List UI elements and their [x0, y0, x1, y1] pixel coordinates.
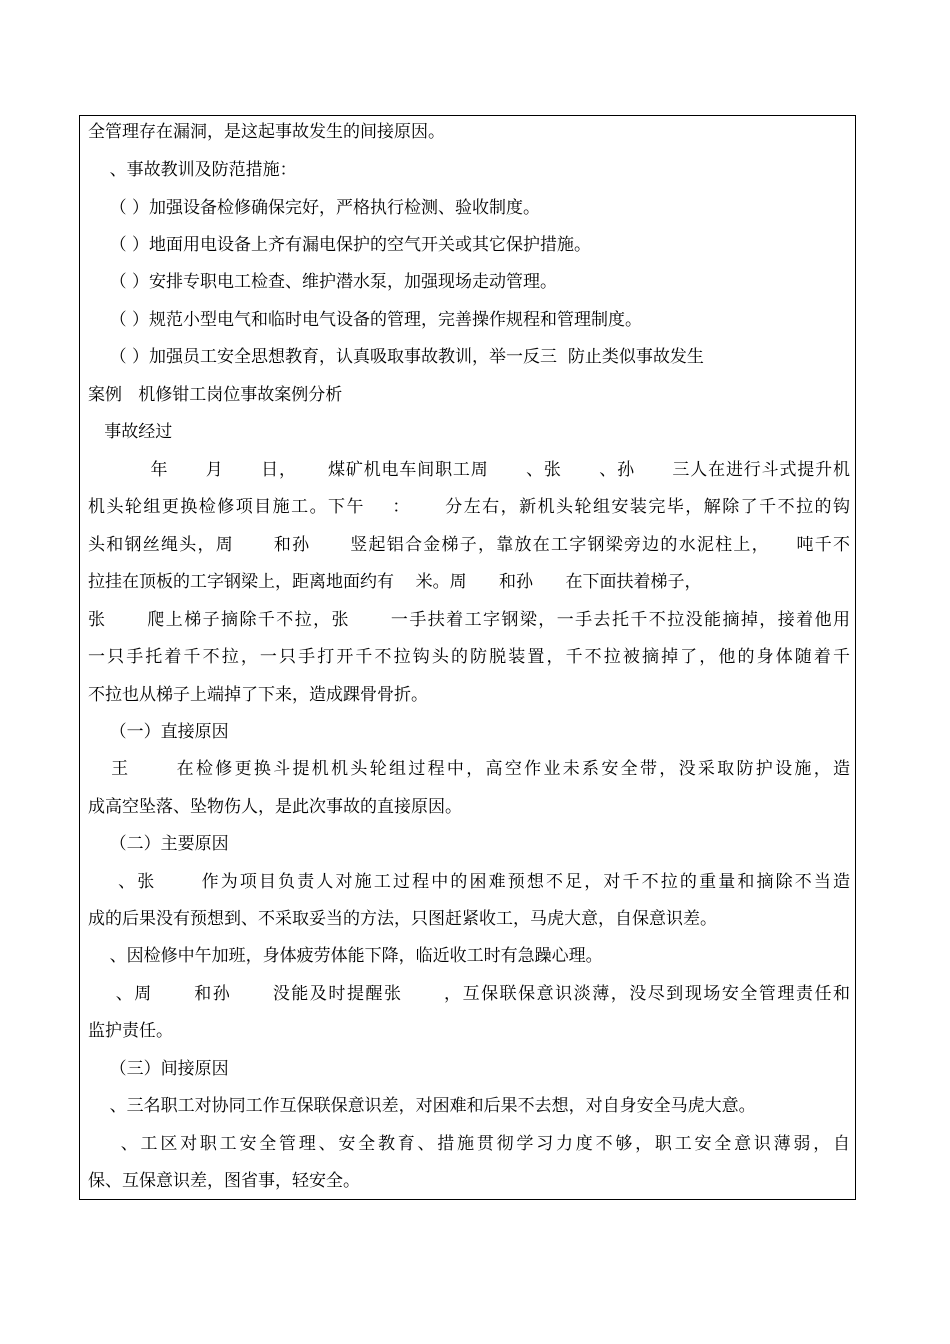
section-heading-direct-cause: （一）直接原因 — [88, 722, 229, 742]
text-line: 全管理存在漏洞，是这起事故发生的间接原因。 — [88, 122, 445, 142]
text-line: （ ）地面用电设备上齐有漏电保护的空气开关或其它保护措施。 — [88, 235, 592, 255]
text-line: （ ）规范小型电气和临时电气设备的管理，完善操作规程和管理制度。 — [88, 310, 643, 330]
text-line: （ ）加强设备检修确保完好，严格执行检测、验收制度。 — [88, 198, 541, 218]
text-line: 不拉也从梯子上端掉了下来，造成踝骨骨折。 — [88, 685, 428, 705]
section-heading-main-cause: （二）主要原因 — [88, 834, 229, 854]
text-line: （ ）加强员工安全思想教育，认真吸取事故教训，举一反三 防止类似事故发生 — [88, 347, 704, 367]
section-heading-indirect-cause: （三）间接原因 — [88, 1059, 229, 1079]
text-line: 拉挂在顶板的工字钢梁上，距离地面约有 米。周 和孙 在下面扶着梯子， — [88, 572, 702, 592]
text-line: 、因检修中午加班，身体疲劳体能下降，临近收工时有急躁心理。 — [88, 946, 603, 966]
text-line: 王 在检修更换斗提机机头轮组过程中，高空作业未系安全带，没采取防护设施，造 — [88, 759, 850, 779]
text-line: 张 爬上梯子摘除千不拉，张 一手扶着工字钢梁，一手去托千不拉没能摘掉，接着他用 — [88, 610, 850, 630]
text-line: 成高空坠落、坠物伤人，是此次事故的直接原因。 — [88, 797, 462, 817]
case-title: 案例 机修钳工岗位事故案例分析 — [88, 385, 343, 405]
section-heading-lessons: 、事故教训及防范措施： — [88, 160, 297, 180]
text-line: 、周 和孙 没能及时提醒张 ，互保联保意识淡薄，没尽到现场安全管理责任和 — [88, 984, 850, 1004]
text-line: 、工区对职工安全管理、安全教育、措施贯彻学习力度不够，职工安全意识薄弱，自 — [88, 1134, 850, 1154]
text-line: 、三名职工对协同工作互保联保意识差，对困难和后果不去想，对自身安全马虎大意。 — [88, 1096, 756, 1116]
text-line: 保、互保意识差，图省事，轻安全。 — [88, 1171, 360, 1191]
text-line: 一只手托着千不拉，一只手打开千不拉钩头的防脱装置，千不拉被摘掉了，他的身体随着千 — [88, 647, 850, 667]
section-heading-process: 事故经过 — [88, 422, 173, 442]
text-line: 年 月 日， 煤矿机电车间职工周 、张 、孙 三人在进行斗式提升机 — [88, 460, 850, 480]
text-line: 、张 作为项目负责人对施工过程中的困难预想不足，对千不拉的重量和摘除不当造 — [88, 872, 850, 892]
text-line: 头和钢丝绳头，周 和孙 竖起铝合金梯子，靠放在工字钢梁旁边的水泥柱上， 吨千不 — [88, 535, 850, 555]
text-line: （ ）安排专职电工检查、维护潜水泵，加强现场走动管理。 — [88, 272, 558, 292]
text-line: 成的后果没有预想到、不采取妥当的方法，只图赶紧收工，马虎大意，自保意识差。 — [88, 909, 717, 929]
text-line: 监护责任。 — [88, 1021, 173, 1041]
text-line: 机头轮组更换检修项目施工。下午 ： 分左右，新机头轮组安装完毕，解除了千不拉的钩 — [88, 497, 850, 517]
